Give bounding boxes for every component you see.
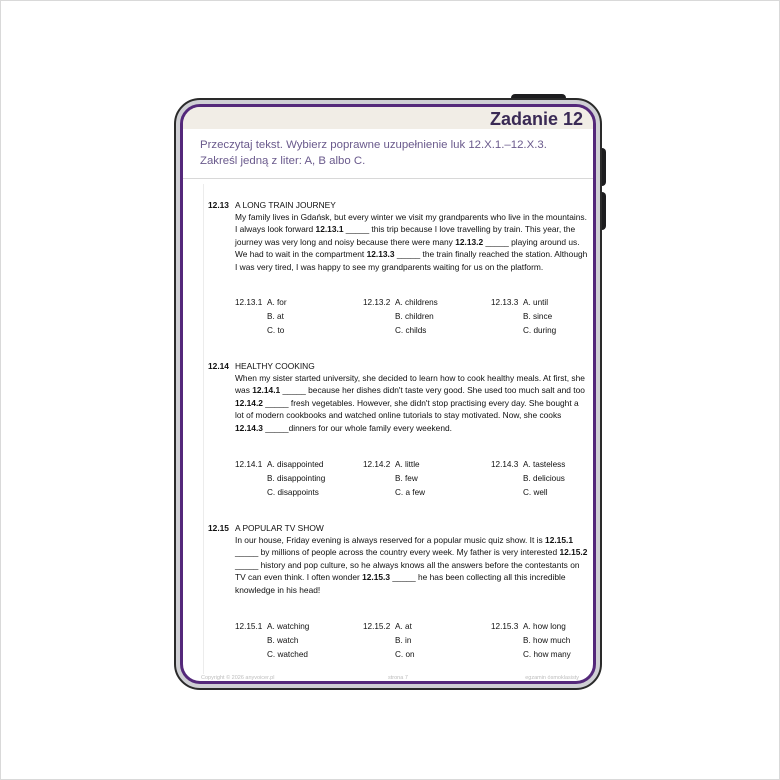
option-a[interactable]: A. how long bbox=[523, 622, 566, 631]
option-a[interactable]: A. watching bbox=[267, 622, 310, 631]
option-b[interactable]: B. how much bbox=[523, 636, 571, 645]
option-a[interactable]: A. childrens bbox=[395, 298, 438, 307]
option-b[interactable]: B. in bbox=[395, 636, 412, 645]
option-c[interactable]: C. childs bbox=[395, 326, 427, 335]
option-a[interactable]: A. little bbox=[395, 460, 420, 469]
gap-number: 12.14.2 bbox=[363, 460, 391, 469]
margin-line bbox=[203, 184, 204, 674]
instruction-line-2: Zakreśl jedną z liter: A, B albo C. bbox=[200, 155, 366, 167]
task-number: 12.13 bbox=[208, 200, 229, 210]
option-c[interactable]: C. to bbox=[267, 326, 285, 335]
option-c[interactable]: C. on bbox=[395, 650, 415, 659]
option-a[interactable]: A. at bbox=[395, 622, 412, 631]
task-number: 12.15 bbox=[208, 523, 229, 533]
option-c[interactable]: C. well bbox=[523, 488, 548, 497]
option-c[interactable]: C. how many bbox=[523, 650, 571, 659]
option-b[interactable]: B. disappointing bbox=[267, 474, 326, 483]
gap-number: 12.15.3 bbox=[491, 622, 519, 631]
option-c[interactable]: C. during bbox=[523, 326, 557, 335]
gap-number: 12.13.2 bbox=[363, 298, 391, 307]
option-a[interactable]: A. for bbox=[267, 298, 287, 307]
gap-label: 12.13.1 bbox=[315, 224, 344, 235]
gap-number: 12.14.3 bbox=[491, 460, 519, 469]
instruction-line-1: Przeczytaj tekst. Wybierz poprawne uzupełnienie luk 12.X.1.–12.X.3. bbox=[200, 139, 547, 151]
footer-exam-name: egzamin ósmoklasisty bbox=[525, 675, 579, 681]
header-bar bbox=[183, 107, 593, 129]
gap-label: 12.14.2 bbox=[235, 397, 263, 408]
option-a[interactable]: A. disappointed bbox=[267, 460, 324, 469]
gap-label: 12.15.1 bbox=[545, 535, 573, 545]
option-c[interactable]: C. watched bbox=[267, 650, 308, 659]
gap-number: 12.13.1 bbox=[235, 298, 263, 307]
task-title: A POPULAR TV SHOW bbox=[235, 523, 324, 533]
gap-number: 12.15.2 bbox=[363, 622, 391, 631]
gap-label: 12.13.3 bbox=[366, 249, 395, 260]
option-c[interactable]: C. a few bbox=[395, 488, 426, 497]
option-b[interactable]: B. few bbox=[395, 474, 418, 483]
footer-page-number: strona 7 bbox=[388, 675, 408, 681]
task-title: HEALTHY COOKING bbox=[235, 361, 315, 371]
gap-number: 12.13.3 bbox=[491, 298, 519, 307]
task-passage: In our house, Friday evening is always reserved for a popular music quiz show. It is 12.15.1 _____ by millions of people across the country every week. My father is very interested 12.15.2 _____ history and pop culture, so he always knows all the answers before the contestants on TV can even think. I often wonder 12.15.3 _____ he has been collecting all this incredible knowledge in his head! bbox=[235, 535, 588, 595]
gap-label: 12.15.2 bbox=[559, 547, 588, 558]
tablet-screen bbox=[180, 104, 596, 684]
gap-label: 12.14.1 bbox=[252, 385, 281, 396]
task-passage: My family lives in Gdańsk, but every winter we visit my grandparents who live in the mountains. I always look forward 12.13.1 _____ this trip because I love travelling by train. This year, the journey was very long and noisy because there were many 12.13.2 _____ playing around us. We had to wait in the compartment 12.13.3 _____ the train finally reached the station. Although I was very tired, I was happy to see my grandparents waiting for us on the platform. bbox=[235, 212, 588, 272]
option-b[interactable]: B. since bbox=[523, 312, 553, 321]
task-passage: When my sister started university, she decided to learn how to cook healthy meals. At first, she was 12.14.1 _____ because her dishes didn't taste very good. She used too much salt and too 12.14.2 _____ fresh vegetables. However, she didn't stop practising every day. She bought a lot of modern cookbooks and watched online tutorials to stay motivated. Now, she cooks 12.14.3 _____dinners for our whole family every weekend. bbox=[235, 373, 585, 433]
exercise-title: Zadanie 12 bbox=[489, 109, 583, 129]
exercise-content bbox=[183, 179, 593, 674]
gap-number: 12.14.1 bbox=[235, 460, 263, 469]
option-b[interactable]: B. delicious bbox=[523, 474, 565, 483]
option-b[interactable]: B. children bbox=[395, 312, 434, 321]
task-title: A LONG TRAIN JOURNEY bbox=[235, 200, 336, 210]
option-b[interactable]: B. at bbox=[267, 312, 284, 321]
gap-label: 12.15.3 bbox=[362, 572, 391, 583]
gap-number: 12.15.1 bbox=[235, 622, 263, 631]
option-b[interactable]: B. watch bbox=[267, 636, 299, 645]
option-a[interactable]: A. tasteless bbox=[523, 460, 566, 469]
task-number: 12.14 bbox=[208, 361, 229, 371]
gap-label: 12.14.3 bbox=[235, 422, 263, 433]
page-footer bbox=[183, 674, 593, 684]
gap-label: 12.13.2 bbox=[455, 236, 484, 247]
footer-copyright: Copyright © 2026 anyvoicer.pl bbox=[201, 675, 275, 681]
option-c[interactable]: C. disappoints bbox=[267, 488, 319, 497]
option-a[interactable]: A. until bbox=[523, 298, 549, 307]
instructions bbox=[200, 137, 580, 169]
